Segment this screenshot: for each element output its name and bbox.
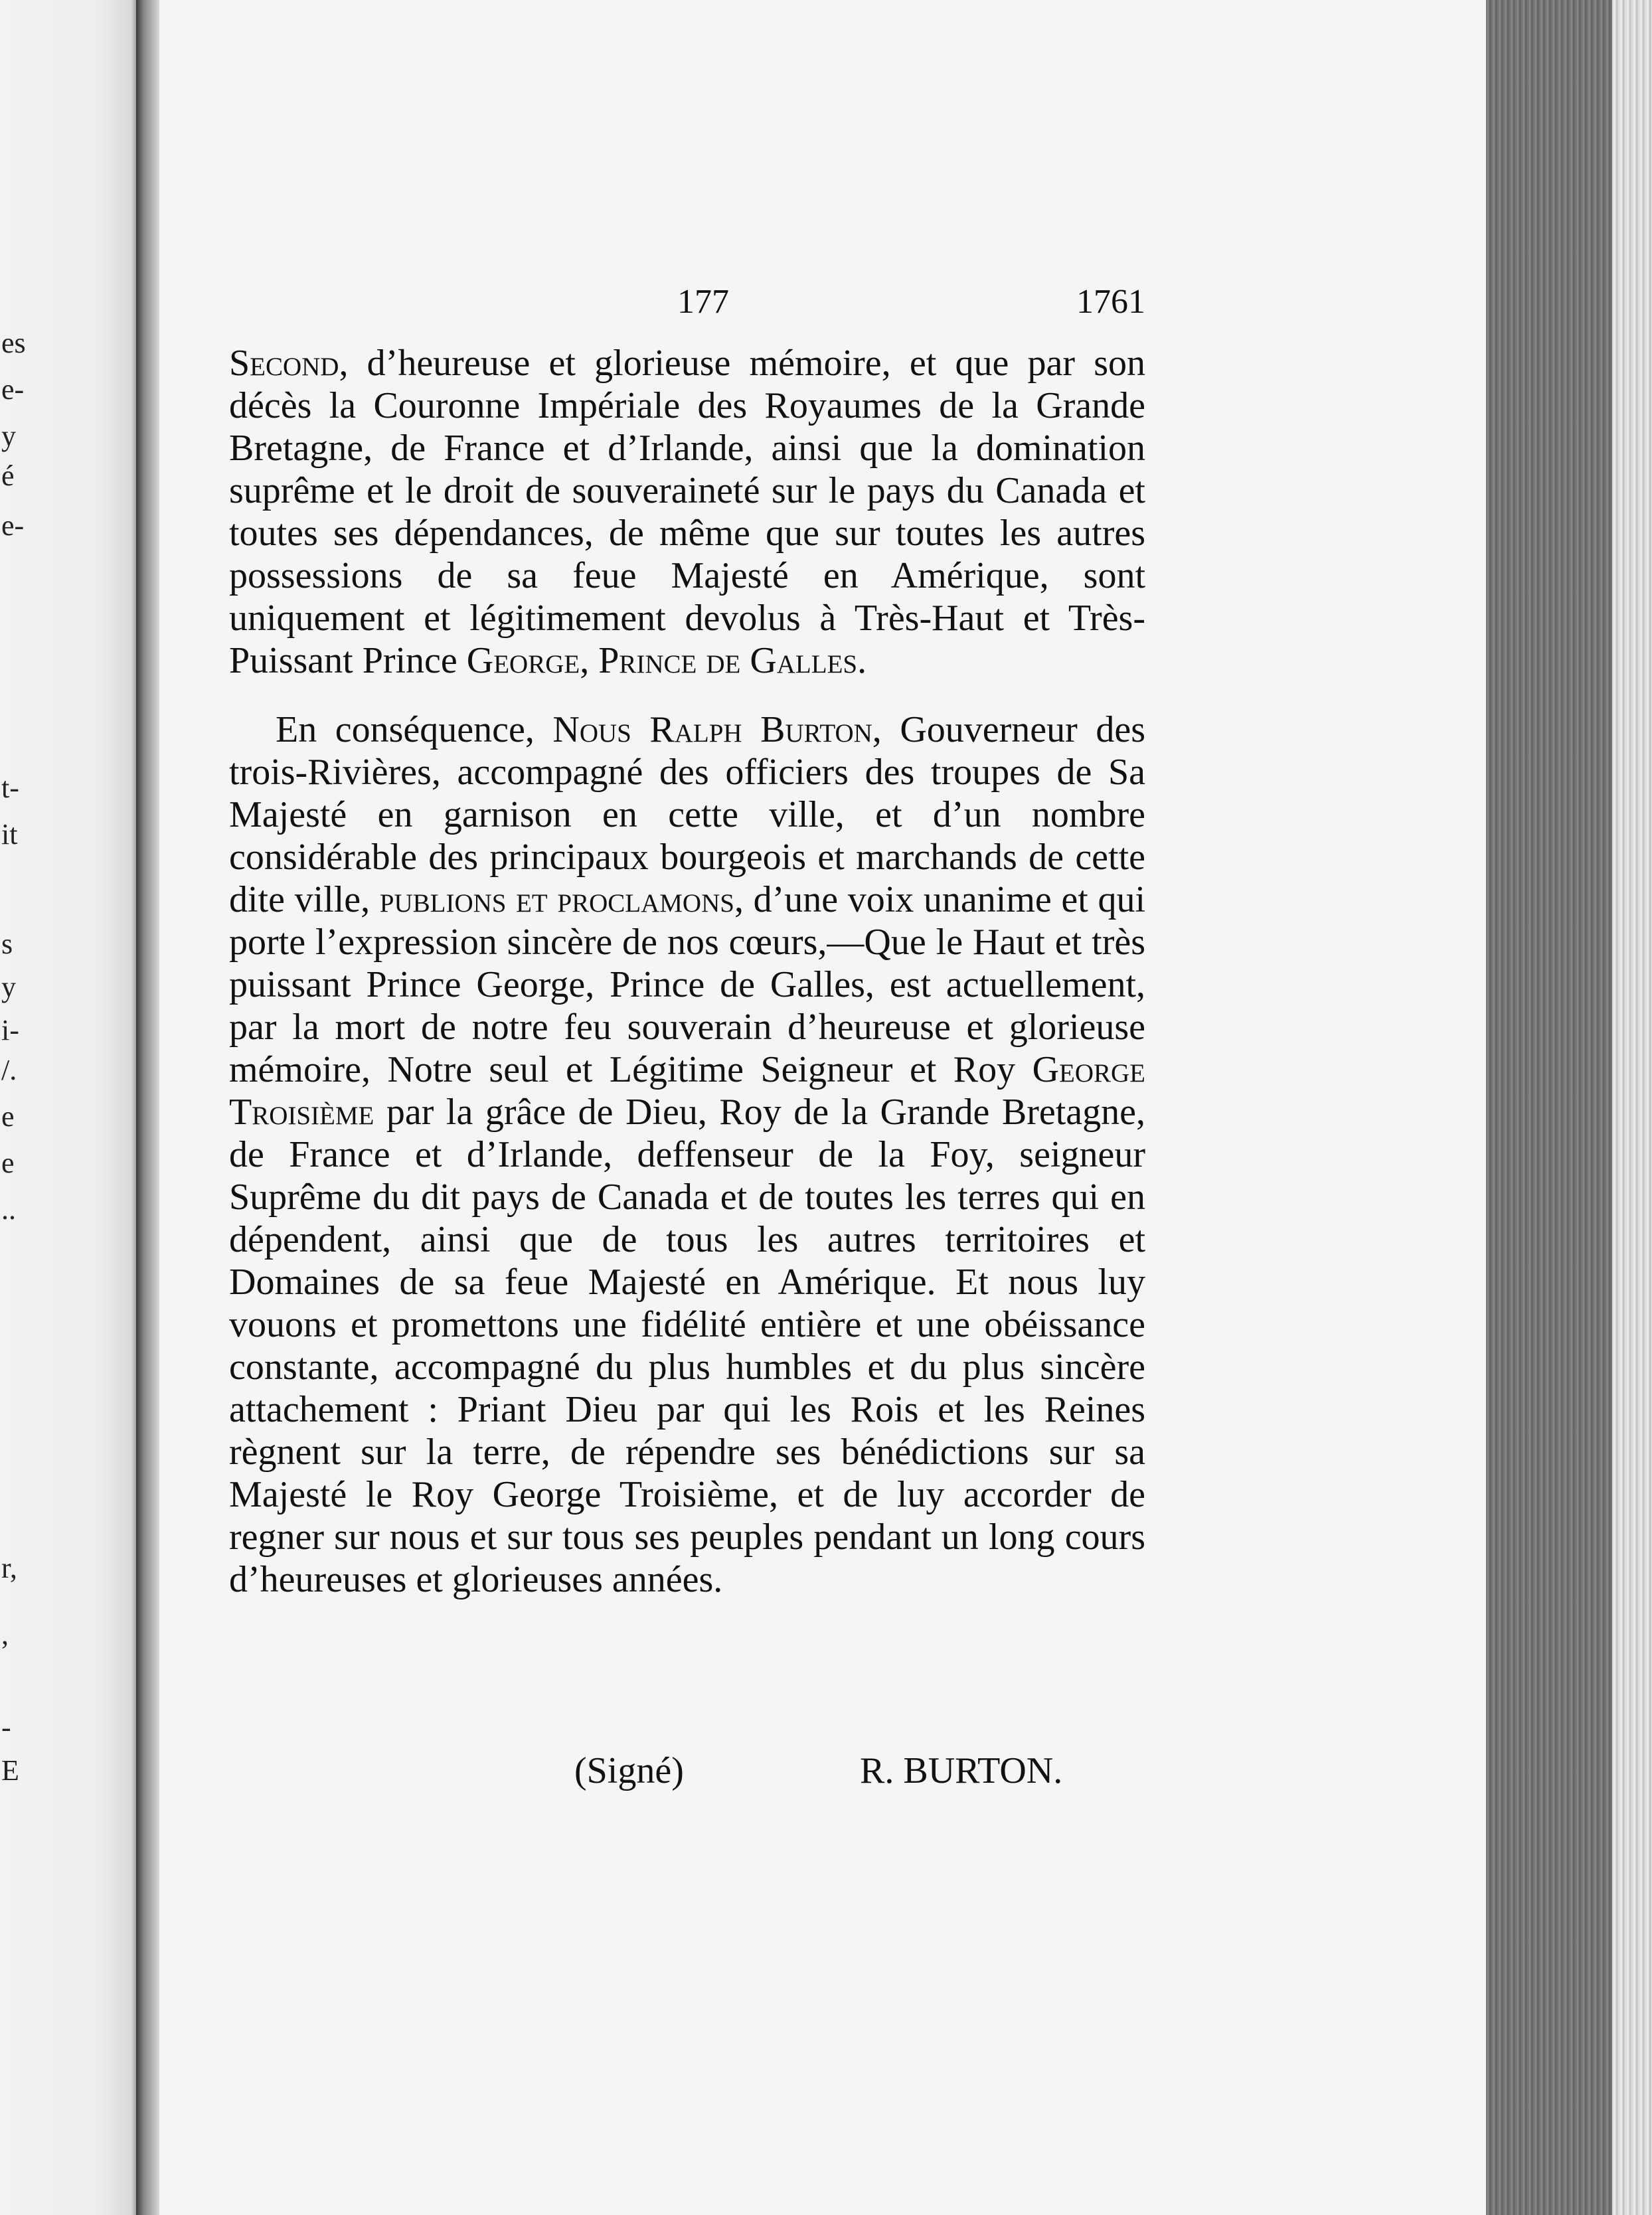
signature-line xyxy=(229,1750,1145,1803)
paragraph xyxy=(229,342,1145,682)
paragraph-text: , d’heureuse et glorieuse mémoire, et que par son décès la Couronne Impériale des Royaumes de la Grande Bretagne, de France et d’Irlande, ainsi que la domination suprême et le droit de souveraineté sur le pays du Canada et toutes ses dépendances, de même que sur toutes les autres possessions de sa feue Majesté en Amérique, sont uniquement et légitimement devolus à Très-Haut et Très-Puissant Prince xyxy=(229,343,1145,681)
facing-page-fragment: E xyxy=(1,1754,19,1787)
body-text xyxy=(229,342,1145,1601)
facing-page-fragment: r, xyxy=(1,1552,17,1584)
paragraph-text: , d’une voix unanime et qui porte l’expression sincère de nos cœurs,—Que le Haut et très puissant Prince George, Prince de Galles, est actuellement, par la mort de notre feu souverain d’heureuse et glorieuse mémoire, Notre seul et Légitime Seigneur et Roy xyxy=(229,879,1146,1090)
small-caps-text: publions et proclamons xyxy=(379,879,734,920)
book-gutter xyxy=(136,0,163,2215)
signature-label: (Signé) xyxy=(574,1750,684,1791)
facing-page-fragment: - xyxy=(1,1711,11,1744)
facing-page-fragment: t- xyxy=(1,772,19,804)
small-caps-text: Second xyxy=(229,343,339,384)
facing-page-fragment: é xyxy=(1,459,15,492)
paragraph-text: En conséquence, xyxy=(276,709,553,750)
signatory-name: R. BURTON. xyxy=(860,1750,1063,1791)
facing-page-fragment: , xyxy=(1,1618,9,1651)
paragraph xyxy=(229,708,1145,1601)
paragraph-text: , Gouverneur des trois-Rivières, accompagné des officiers des troupes de Sa Majesté en garnison en cette ville, et d’un nombre considérable des principaux bourgeois et marchands de cette dite ville, xyxy=(229,709,1145,920)
facing-page-fragment: e xyxy=(1,1147,15,1179)
facing-page-fragment: e- xyxy=(1,373,25,406)
running-header xyxy=(239,282,1145,335)
facing-page-fragment: .. xyxy=(1,1193,16,1226)
page-block-edge xyxy=(1486,0,1652,2215)
page-number: 177 xyxy=(677,283,729,321)
facing-page-fragment: y xyxy=(1,971,16,1003)
facing-page-fragment: s xyxy=(1,928,13,960)
facing-page-fragment: e- xyxy=(1,509,25,542)
small-caps-text: Nous Ralph Burton xyxy=(552,709,872,750)
header-year: 1761 xyxy=(1076,283,1145,321)
facing-page-fragment: es xyxy=(1,327,26,359)
facing-page-fragment: i- xyxy=(1,1014,19,1046)
paragraph-text: . xyxy=(857,640,867,681)
paragraph-text: par la grâce de Dieu, Roy de la Grande Bretagne, de France et d’Irlande, deffenseur de la Foy, seigneur Suprême du dit pays de Canada et de toutes les terres qui en dépendent, ainsi que de tous les autres territoires et Domaines de sa feue Majesté en Amérique. Et nous luy vouons et promettons une fidélité entière et une obéissance constante, accompagné du plus humbles et du plus sincère attachement : Priant Dieu par qui les Rois et les Reines règnent sur la terre, de répendre ses bénédictions sur sa Majesté le Roy George Troisième, et de luy accorder de regner sur nous et sur tous ses peuples pendant un long cours d’heureuses et glorieuses années. xyxy=(229,1092,1145,1600)
facing-page-fragment: /. xyxy=(1,1054,17,1086)
facing-page-fragment: y xyxy=(1,420,16,452)
facing-page xyxy=(0,0,143,2215)
small-caps-text: George Troisième xyxy=(229,1049,1145,1133)
facing-page-fragment: e xyxy=(1,1100,15,1133)
facing-page-text-fragments xyxy=(0,0,66,2215)
facing-page-fragment: it xyxy=(1,818,18,851)
small-caps-text: George, Prince de Galles xyxy=(466,640,858,681)
